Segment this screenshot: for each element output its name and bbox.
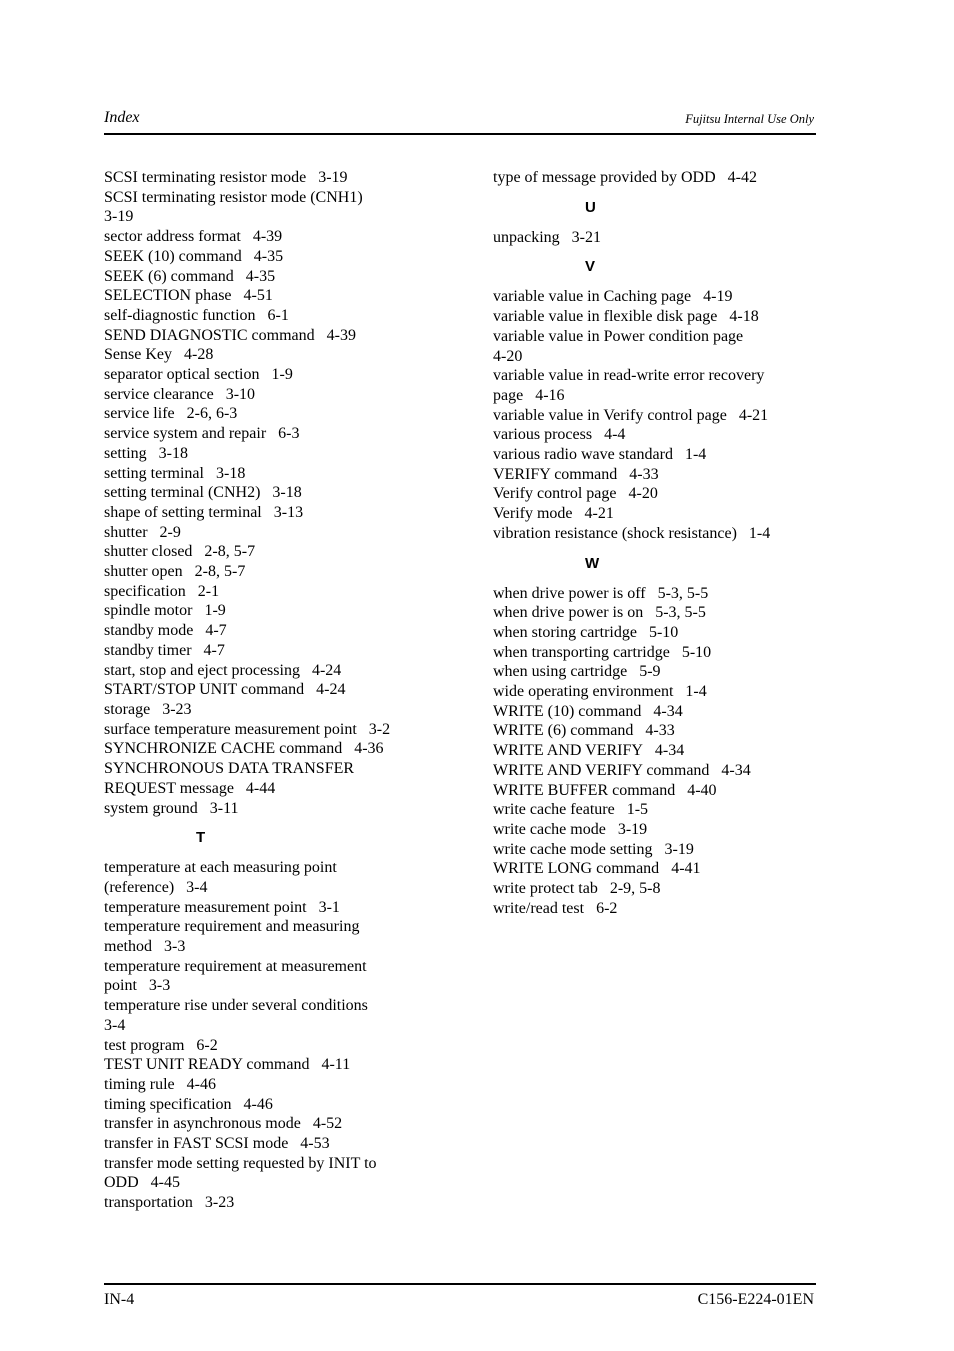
index-page-ref: 3-10 — [225, 385, 256, 403]
index-term: specification — [104, 582, 186, 600]
index-page-ref: 4-20 — [493, 347, 523, 365]
index-entry — [104, 286, 484, 306]
index-term: service life — [104, 405, 175, 423]
index-term: start, stop and eject processing — [104, 661, 300, 679]
index-page-ref: 4-44 — [245, 779, 276, 797]
index-term: temperature measurement point — [104, 898, 307, 916]
index-page-ref: 3-11 — [209, 799, 239, 817]
index-entry — [104, 582, 484, 602]
index-term: Sense Key — [104, 346, 172, 364]
index-term: temperature rise under several conditions — [104, 997, 368, 1015]
index-entry — [104, 1055, 484, 1075]
index-column-right — [493, 168, 823, 919]
index-page-ref: 4-35 — [253, 247, 284, 265]
index-page-ref: 3-18 — [272, 484, 302, 502]
index-term: transfer in FAST SCSI mode — [104, 1135, 289, 1153]
index-entry — [104, 1036, 484, 1056]
index-term: shutter open — [104, 563, 183, 581]
index-term: REQUEST message — [104, 779, 234, 797]
index-term: WRITE (10) command — [493, 702, 642, 720]
index-term: sector address format — [104, 228, 241, 246]
index-term: SEEK (10) command — [104, 247, 242, 265]
index-entry — [493, 800, 823, 820]
index-entry — [493, 287, 823, 307]
index-entry — [493, 859, 823, 879]
index-entry — [493, 327, 823, 366]
index-entry — [493, 603, 823, 623]
index-entry — [104, 562, 484, 582]
index-page-ref: 4-39 — [326, 326, 356, 344]
index-page-ref: 4-53 — [300, 1135, 330, 1153]
index-term: WRITE AND VERIFY — [493, 742, 643, 760]
index-entry — [493, 721, 823, 741]
index-entry — [104, 1134, 484, 1154]
index-entry — [104, 267, 484, 287]
index-page-ref: 3-2 — [368, 720, 391, 738]
index-term: SEND DIAGNOSTIC command — [104, 326, 315, 344]
index-page-ref: 4-24 — [311, 661, 342, 679]
index-entry — [104, 1193, 484, 1213]
index-entry — [104, 680, 484, 700]
index-term: various process — [493, 426, 593, 444]
index-term: shutter closed — [104, 543, 193, 561]
index-entry — [104, 1075, 484, 1095]
index-term: when using cartridge — [493, 663, 628, 681]
index-term: test program — [104, 1036, 185, 1054]
index-entry — [104, 641, 484, 661]
index-page-ref: 4-11 — [321, 1056, 351, 1074]
index-entry — [104, 188, 484, 227]
index-page-ref: 4-34 — [721, 761, 751, 779]
index-entry — [104, 523, 484, 543]
index-term: when storing cartridge — [493, 623, 637, 641]
index-term: service clearance — [104, 385, 214, 403]
index-entry — [104, 799, 484, 819]
index-term: variable value in read-write error recovery — [493, 367, 765, 385]
index-page-ref: 4-28 — [183, 346, 214, 364]
index-page-ref: 2-9 — [159, 523, 181, 541]
index-term: timing specification — [104, 1095, 232, 1113]
index-letter-heading: V — [585, 258, 596, 276]
index-page-ref: 3-19 — [664, 840, 694, 858]
index-term: method — [104, 938, 152, 956]
index-page-ref: 4-33 — [645, 722, 675, 740]
index-term: surface temperature measurement point — [104, 720, 357, 738]
index-page-ref: 1-4 — [684, 446, 707, 464]
index-entry — [104, 542, 484, 562]
index-term: Verify mode — [493, 505, 573, 523]
index-term: wide operating environment — [493, 683, 674, 701]
index-page-ref: 3-13 — [273, 503, 304, 521]
index-entry — [104, 444, 484, 464]
index-letter-heading: T — [196, 829, 206, 847]
index-page-ref: 4-19 — [703, 288, 733, 306]
index-entry — [104, 661, 484, 681]
index-entry — [493, 879, 823, 899]
index-term: when drive power is off — [493, 584, 646, 602]
index-page-ref: 4-46 — [186, 1075, 216, 1093]
index-term: write/read test — [493, 899, 585, 917]
index-entry — [104, 601, 484, 621]
index-entry — [104, 720, 484, 740]
index-entry — [104, 1095, 484, 1115]
index-entry — [104, 345, 484, 365]
index-page-ref: 4-35 — [245, 267, 276, 285]
index-term: START/STOP UNIT command — [104, 681, 305, 699]
index-entry — [104, 168, 484, 188]
index-page-ref: 4-7 — [203, 641, 225, 659]
index-term: WRITE AND VERIFY command — [493, 761, 710, 779]
index-entry — [493, 702, 823, 722]
index-term: timing rule — [104, 1075, 175, 1093]
index-term: SCSI terminating resistor mode (CNH1) — [104, 188, 363, 206]
index-page-ref: 4-20 — [628, 485, 658, 503]
index-letter-heading: W — [585, 554, 600, 572]
index-page-ref: 6-2 — [596, 899, 618, 917]
index-term: ODD — [104, 1174, 139, 1192]
index-page-ref: 6-2 — [196, 1036, 218, 1054]
index-term: setting terminal — [104, 464, 204, 482]
index-term: Verify control page — [493, 485, 617, 503]
index-term: WRITE LONG command — [493, 860, 660, 878]
index-entry — [493, 820, 823, 840]
index-entry — [104, 385, 484, 405]
index-page-ref: 4-33 — [629, 465, 659, 483]
index-entry — [104, 957, 484, 996]
index-entry — [493, 761, 823, 781]
index-term: variable value in flexible disk page — [493, 308, 718, 326]
index-term: transfer mode setting requested by INIT to — [104, 1154, 377, 1172]
index-term: transfer in asynchronous mode — [104, 1115, 301, 1133]
section-title: Index — [104, 109, 140, 126]
index-term: shutter — [104, 523, 148, 541]
index-term: SEEK (6) command — [104, 267, 234, 285]
index-page-ref: 4-52 — [312, 1115, 343, 1133]
index-term: write cache mode — [493, 820, 606, 838]
index-page-ref: 5-3, 5-5 — [655, 604, 706, 622]
index-term: TEST UNIT READY command — [104, 1056, 310, 1074]
index-term: point — [104, 977, 137, 995]
index-entry — [104, 503, 484, 523]
index-term: write cache feature — [493, 801, 615, 819]
index-page-ref: 3-21 — [571, 228, 601, 246]
index-page-ref: 1-4 — [748, 524, 771, 542]
index-page-ref: 1-9 — [204, 602, 226, 620]
index-term: WRITE BUFFER command — [493, 781, 676, 799]
index-entry — [493, 366, 823, 405]
index-entry — [104, 464, 484, 484]
index-page-ref: 1-5 — [626, 801, 649, 819]
index-entry — [493, 307, 823, 327]
index-page-ref: 2-8, 5-7 — [204, 543, 256, 561]
index-entry — [493, 524, 823, 544]
index-term: setting — [104, 444, 147, 462]
index-page-ref: 3-19 — [318, 169, 348, 186]
index-term: WRITE (6) command — [493, 722, 634, 740]
index-term: vibration resistance (shock resistance) — [493, 524, 737, 542]
index-page-ref: 3-19 — [104, 208, 134, 226]
index-entry — [493, 899, 823, 919]
index-page-ref: 4-21 — [584, 505, 614, 523]
index-page-ref: 3-18 — [215, 464, 246, 482]
index-page-ref: 4-39 — [252, 228, 283, 246]
index-term: system ground — [104, 799, 198, 817]
index-page-ref: 1-9 — [271, 366, 293, 384]
index-term: storage — [104, 700, 151, 718]
index-entry — [493, 504, 823, 524]
index-entry — [104, 1114, 484, 1134]
index-page-ref: 1-4 — [685, 683, 707, 701]
index-entry — [104, 483, 484, 503]
index-term: setting terminal (CNH2) — [104, 484, 261, 502]
index-page-ref: 6-1 — [267, 306, 289, 324]
index-page-ref: 5-3, 5-5 — [657, 584, 709, 602]
index-entry — [104, 759, 484, 798]
index-term: transportation — [104, 1194, 193, 1212]
index-entry — [104, 365, 484, 385]
page-footer — [104, 1283, 816, 1315]
index-entry — [104, 858, 484, 897]
index-letter-heading: U — [585, 198, 596, 216]
page-header — [104, 107, 816, 135]
index-entry — [104, 700, 484, 720]
index-page-ref: 4-51 — [243, 287, 273, 305]
index-entry — [493, 741, 823, 761]
index-page-ref: 4-18 — [729, 308, 759, 326]
index-entry — [493, 584, 823, 604]
index-entry — [493, 465, 823, 485]
index-entry — [104, 1154, 484, 1193]
classification-label: Fujitsu Internal Use Only — [685, 112, 814, 126]
index-term: SYNCHRONIZE CACHE command — [104, 740, 343, 758]
index-page-ref: 3-4 — [186, 878, 208, 896]
index-term: SCSI terminating resistor mode — [104, 169, 307, 186]
index-page-ref: 2-1 — [197, 582, 220, 600]
index-page-ref: 4-40 — [687, 781, 717, 799]
index-entry — [493, 484, 823, 504]
index-term: shape of setting terminal — [104, 503, 262, 521]
index-entry — [493, 445, 823, 465]
index-page-ref: 3-3 — [148, 977, 171, 995]
index-term: variable value in Verify control page — [493, 406, 727, 424]
index-page-ref: 4-34 — [654, 742, 685, 760]
index-page-ref: 4-7 — [205, 622, 227, 640]
index-term: SELECTION phase — [104, 287, 232, 305]
index-term: VERIFY command — [493, 465, 618, 483]
index-entry — [104, 739, 484, 759]
index-page-ref: 3-19 — [617, 820, 648, 838]
index-entry — [493, 425, 823, 445]
index-page-ref: 4-24 — [316, 681, 346, 699]
index-page-ref: 4-42 — [727, 169, 757, 186]
index-column-left — [104, 168, 484, 1213]
index-page-ref: 2-8, 5-7 — [194, 563, 246, 581]
index-term: unpacking — [493, 228, 560, 246]
index-page-ref: 4-36 — [354, 740, 384, 758]
index-entry — [493, 406, 823, 426]
index-page-ref: 4-41 — [671, 860, 701, 878]
index-page-ref: 2-6, 6-3 — [186, 405, 238, 423]
index-term: SYNCHRONOUS DATA TRANSFER — [104, 760, 355, 778]
index-page-ref: 3-18 — [158, 444, 188, 462]
index-entry — [104, 424, 484, 444]
document-code: C156-E224-01EN — [697, 1291, 814, 1308]
index-entry — [493, 623, 823, 643]
index-page-ref: 4-45 — [150, 1174, 180, 1192]
index-term: variable value in Power condition page — [493, 327, 744, 345]
index-page-ref: 2-9, 5-8 — [609, 880, 661, 898]
index-entry — [493, 682, 823, 702]
index-entry — [493, 840, 823, 860]
index-entry — [104, 247, 484, 267]
index-page-ref: 4-21 — [738, 406, 769, 424]
index-entry — [104, 996, 484, 1035]
index-entry — [493, 228, 823, 248]
index-term: type of message provided by ODD — [493, 169, 716, 186]
index-page-ref: 5-10 — [681, 643, 712, 661]
index-page-ref: 3-1 — [318, 898, 340, 916]
index-term: temperature at each measuring point — [104, 859, 337, 877]
index-term: temperature requirement at measurement — [104, 957, 367, 975]
index-term: variable value in Caching page — [493, 288, 692, 306]
index-page-ref: 3-23 — [162, 700, 192, 718]
index-term: various radio wave standard — [493, 446, 673, 464]
index-page-ref: 3-4 — [104, 1016, 126, 1034]
index-term: (reference) — [104, 878, 175, 896]
index-term: separator optical section — [104, 366, 260, 384]
index-entry — [493, 168, 823, 188]
index-term: standby timer — [104, 641, 192, 659]
index-entry — [104, 306, 484, 326]
index-page-ref: 3-23 — [204, 1194, 235, 1212]
index-entry — [493, 781, 823, 801]
index-term: temperature requirement and measuring — [104, 918, 360, 936]
index-term: standby mode — [104, 622, 194, 640]
index-entry — [104, 227, 484, 247]
index-term: spindle motor — [104, 602, 193, 620]
index-term: when transporting cartridge — [493, 643, 670, 661]
index-entry — [104, 621, 484, 641]
index-entry — [104, 404, 484, 424]
index-entry — [104, 917, 484, 956]
index-term: write protect tab — [493, 880, 598, 898]
index-page-ref: 4-16 — [535, 386, 565, 404]
index-entry — [493, 662, 823, 682]
index-term: service system and repair — [104, 425, 267, 443]
index-entry — [493, 643, 823, 663]
index-page-ref: 5-10 — [648, 623, 679, 641]
index-page-ref: 4-46 — [243, 1095, 273, 1113]
index-term: when drive power is on — [493, 604, 644, 622]
index-page-ref: 3-3 — [164, 938, 186, 956]
index-page-ref: 5-9 — [639, 663, 661, 681]
page-number: IN-4 — [104, 1291, 135, 1308]
index-term: page — [493, 386, 524, 404]
index-page-ref: 4-4 — [604, 426, 626, 444]
index-page-ref: 4-34 — [653, 702, 683, 720]
index-term: self-diagnostic function — [104, 306, 256, 324]
index-page-ref: 6-3 — [278, 425, 300, 443]
index-entry — [104, 326, 484, 346]
index-term: write cache mode setting — [493, 840, 653, 858]
index-entry — [104, 898, 484, 918]
